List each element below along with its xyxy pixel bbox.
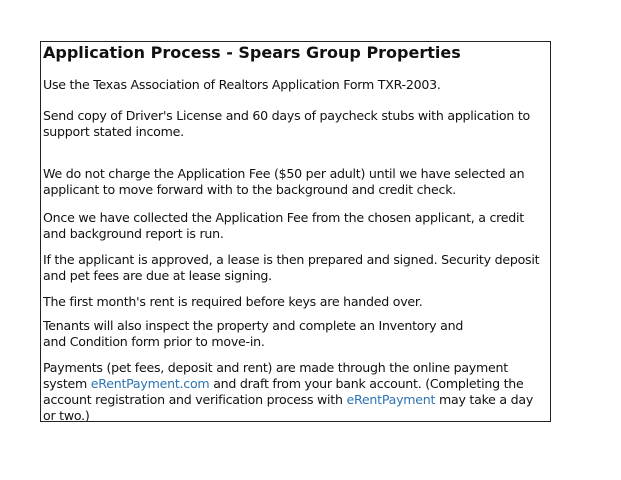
- paragraph-payments: [43, 360, 548, 422]
- paragraph-background-report: [43, 210, 548, 242]
- text-segment: may take a day: [435, 392, 534, 407]
- paragraph-application-form: [43, 77, 548, 93]
- text-line: Tenants will also inspect the property and complete an Inventory and: [43, 318, 464, 333]
- text-segment: account registration and verification process with: [43, 392, 347, 407]
- erentpayment-link[interactable]: eRentPayment: [346, 392, 436, 407]
- text-line: We do not charge the Application Fee ($50 per adult) until we have selected an: [43, 166, 525, 181]
- text-line: or two.): [43, 408, 90, 422]
- text-line: [43, 376, 548, 392]
- erentpayment-com-link[interactable]: eRentPayment.com: [90, 376, 210, 391]
- text-line: [43, 392, 548, 408]
- text-line: applicant to move forward with to the background and credit check.: [43, 182, 456, 197]
- paragraph-documents-required: [43, 108, 548, 140]
- text-line: and Condition form prior to move-in.: [43, 334, 265, 349]
- paragraph-inventory-inspection: [43, 318, 548, 350]
- text-segment: and draft from your bank account. (Completing the: [209, 376, 524, 391]
- text-line: Payments (pet fees, deposit and rent) are made through the online payment: [43, 360, 508, 375]
- paragraph-lease-signing: [43, 252, 548, 284]
- paragraph-application-fee: [43, 166, 548, 198]
- text-line: Use the Texas Association of Realtors Application Form TXR-2003.: [43, 77, 441, 92]
- text-line: and background report is run.: [43, 226, 224, 241]
- paragraph-first-month-rent: [43, 294, 548, 310]
- document-title: Application Process - Spears Group Properties: [43, 43, 461, 62]
- text-line: Send copy of Driver's License and 60 days of paycheck stubs with application to: [43, 108, 530, 123]
- text-line: The first month's rent is required before keys are handed over.: [43, 294, 423, 309]
- text-line: and pet fees are due at lease signing.: [43, 268, 272, 283]
- text-line: If the applicant is approved, a lease is then prepared and signed. Security deposit: [43, 252, 540, 267]
- text-line: support stated income.: [43, 124, 184, 139]
- document-box: [40, 41, 551, 422]
- text-segment: system: [43, 376, 91, 391]
- text-line: Once we have collected the Application Fee from the chosen applicant, a credit: [43, 210, 524, 225]
